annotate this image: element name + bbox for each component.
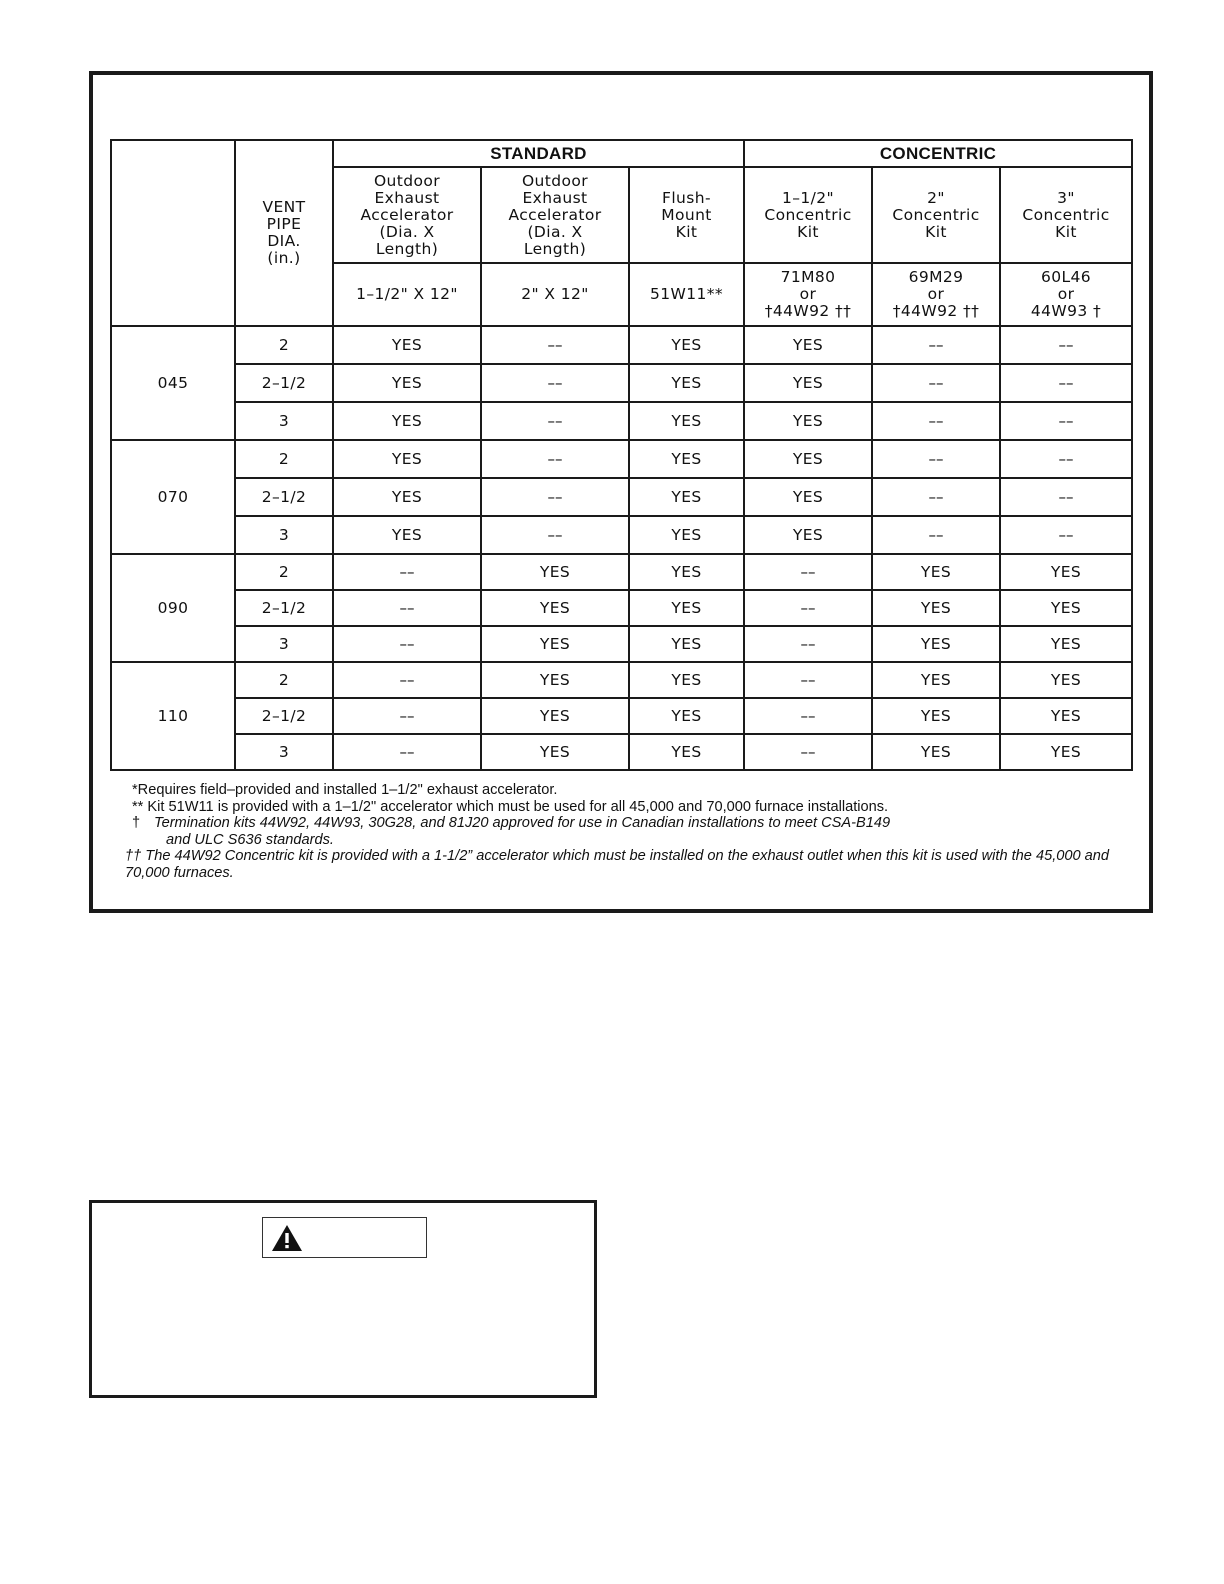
compat-cell: YES xyxy=(629,662,744,698)
compat-cell: YES xyxy=(481,626,629,662)
compat-cell: YES xyxy=(629,440,744,478)
table-row xyxy=(111,554,1132,590)
column-header-1: Outdoor Exhaust Accelerator (Dia. X Length) xyxy=(333,167,481,263)
model-cell: 045 xyxy=(111,326,235,440)
compat-cell: –– xyxy=(481,440,629,478)
compat-cell: –– xyxy=(744,698,872,734)
compat-cell: –– xyxy=(744,662,872,698)
column-part-number-4: 71M80 or †44W92 †† xyxy=(744,263,872,326)
compat-cell: –– xyxy=(872,478,1000,516)
compat-cell: YES xyxy=(333,516,481,554)
compat-cell: YES xyxy=(333,478,481,516)
model-header-cell xyxy=(111,140,235,326)
table-row xyxy=(111,698,1132,734)
dagger-mark: † xyxy=(132,815,141,831)
column-header-2: Outdoor Exhaust Accelerator (Dia. X Length) xyxy=(481,167,629,263)
compat-cell: –– xyxy=(1000,440,1132,478)
compat-cell: YES xyxy=(1000,662,1132,698)
compat-cell: YES xyxy=(872,590,1000,626)
compat-cell: –– xyxy=(481,516,629,554)
table-row xyxy=(111,478,1132,516)
compat-cell: YES xyxy=(481,554,629,590)
compat-cell: –– xyxy=(481,364,629,402)
compat-cell: YES xyxy=(481,662,629,698)
compat-cell: –– xyxy=(481,478,629,516)
footnote-44w92-accelerator: †† The 44W92 Concentric kit is provided with a 1-1/2” accelerator which must be installed on the exhaust outlet when this kit is used with the 45,000 and 70,000 furnaces. xyxy=(125,848,1109,881)
compat-cell: –– xyxy=(333,590,481,626)
compat-cell: YES xyxy=(744,478,872,516)
footnote-termination-line2: and ULC S636 standards. xyxy=(166,831,334,848)
vent-dia-cell: 3 xyxy=(235,626,333,662)
compat-cell: YES xyxy=(872,626,1000,662)
warning-label xyxy=(262,1217,427,1258)
compat-cell: YES xyxy=(629,364,744,402)
vent-dia-cell: 2 xyxy=(235,440,333,478)
table-row xyxy=(111,626,1132,662)
compat-cell: YES xyxy=(333,364,481,402)
vent-dia-cell: 2–1/2 xyxy=(235,364,333,402)
compat-cell: –– xyxy=(744,590,872,626)
compat-cell: –– xyxy=(333,734,481,770)
compat-cell: YES xyxy=(744,516,872,554)
vent-dia-cell: 2–1/2 xyxy=(235,590,333,626)
compat-cell: YES xyxy=(744,364,872,402)
compat-cell: YES xyxy=(1000,734,1132,770)
compat-cell: –– xyxy=(1000,478,1132,516)
vent-dia-cell: 2–1/2 xyxy=(235,478,333,516)
compat-cell: –– xyxy=(1000,516,1132,554)
column-header-3: Flush- Mount Kit xyxy=(629,167,744,263)
model-cell: 070 xyxy=(111,440,235,554)
compat-cell: –– xyxy=(872,440,1000,478)
compat-cell: YES xyxy=(481,734,629,770)
vent-dia-cell: 2–1/2 xyxy=(235,698,333,734)
column-part-number-1: 1–1/2" X 12" xyxy=(333,263,481,326)
vent-kit-table xyxy=(110,139,1133,771)
vent-dia-cell: 2 xyxy=(235,662,333,698)
table-footnotes xyxy=(124,782,1124,881)
compat-cell: YES xyxy=(629,698,744,734)
column-part-number-6: 60L46 or 44W93 † xyxy=(1000,263,1132,326)
compat-cell: YES xyxy=(629,590,744,626)
vent-dia-cell: 3 xyxy=(235,402,333,440)
footnote-field-provided: *Requires field–provided and installed 1–1/2" exhaust accelerator. xyxy=(132,782,558,798)
compat-cell: –– xyxy=(1000,402,1132,440)
compat-cell: YES xyxy=(333,326,481,364)
compat-cell: YES xyxy=(1000,626,1132,662)
warning-box xyxy=(89,1200,597,1398)
compat-cell: YES xyxy=(872,698,1000,734)
column-header-5: 2" Concentric Kit xyxy=(872,167,1000,263)
table-row xyxy=(111,734,1132,770)
concentric-group-header: CONCENTRIC xyxy=(744,140,1132,167)
column-header-6: 3" Concentric Kit xyxy=(1000,167,1132,263)
compat-cell: –– xyxy=(333,662,481,698)
footnote-termination-kits xyxy=(124,815,1124,848)
table-row xyxy=(111,662,1132,698)
compat-cell: –– xyxy=(872,326,1000,364)
compat-cell: –– xyxy=(481,402,629,440)
compat-cell: –– xyxy=(1000,326,1132,364)
compat-cell: YES xyxy=(333,440,481,478)
compat-cell: YES xyxy=(481,590,629,626)
standard-group-header: STANDARD xyxy=(333,140,744,167)
table-row xyxy=(111,516,1132,554)
compat-cell: YES xyxy=(629,402,744,440)
compat-cell: YES xyxy=(481,698,629,734)
column-part-number-2: 2" X 12" xyxy=(481,263,629,326)
footnote-51w11: ** Kit 51W11 is provided with a 1–1/2" accelerator which must be used for all 45,000 and 70,000 furnace installations. xyxy=(132,798,889,815)
compat-cell: –– xyxy=(1000,364,1132,402)
compat-cell: YES xyxy=(333,402,481,440)
compat-cell: YES xyxy=(744,440,872,478)
compat-cell: YES xyxy=(1000,698,1132,734)
table-row xyxy=(111,326,1132,364)
compat-cell: –– xyxy=(333,554,481,590)
compat-cell: –– xyxy=(333,698,481,734)
column-part-number-5: 69M29 or †44W92 †† xyxy=(872,263,1000,326)
compat-cell: YES xyxy=(629,478,744,516)
vent-dia-cell: 3 xyxy=(235,734,333,770)
compat-cell: YES xyxy=(744,402,872,440)
model-cell: 110 xyxy=(111,662,235,770)
compat-cell: –– xyxy=(872,402,1000,440)
table-row xyxy=(111,364,1132,402)
compat-cell: –– xyxy=(481,326,629,364)
table-row xyxy=(111,590,1132,626)
compat-cell: YES xyxy=(629,326,744,364)
compat-cell: YES xyxy=(629,734,744,770)
column-header-4: 1–1/2" Concentric Kit xyxy=(744,167,872,263)
compat-cell: –– xyxy=(872,516,1000,554)
compat-cell: –– xyxy=(333,626,481,662)
model-cell: 090 xyxy=(111,554,235,662)
compat-cell: YES xyxy=(629,516,744,554)
vent-pipe-dia-header: VENT PIPE DIA. (in.) xyxy=(235,140,333,326)
compat-cell: YES xyxy=(872,734,1000,770)
compat-cell: –– xyxy=(744,734,872,770)
compat-cell: YES xyxy=(629,626,744,662)
compat-cell: YES xyxy=(872,662,1000,698)
vent-dia-cell: 2 xyxy=(235,326,333,364)
compat-cell: YES xyxy=(744,326,872,364)
table-row xyxy=(111,440,1132,478)
footnote-termination-line1: Termination kits 44W92, 44W93, 30G28, and 81J20 approved for use in Canadian installations to meet CSA-B149 xyxy=(154,815,891,831)
compat-cell: –– xyxy=(744,626,872,662)
compat-cell: YES xyxy=(872,554,1000,590)
vent-dia-cell: 2 xyxy=(235,554,333,590)
column-part-number-3: 51W11** xyxy=(629,263,744,326)
vent-dia-cell: 3 xyxy=(235,516,333,554)
compat-cell: –– xyxy=(744,554,872,590)
compat-cell: YES xyxy=(1000,554,1132,590)
warning-triangle-icon xyxy=(271,1224,303,1252)
table-row xyxy=(111,402,1132,440)
compat-cell: YES xyxy=(1000,590,1132,626)
compat-cell: YES xyxy=(629,554,744,590)
compat-cell: –– xyxy=(872,364,1000,402)
